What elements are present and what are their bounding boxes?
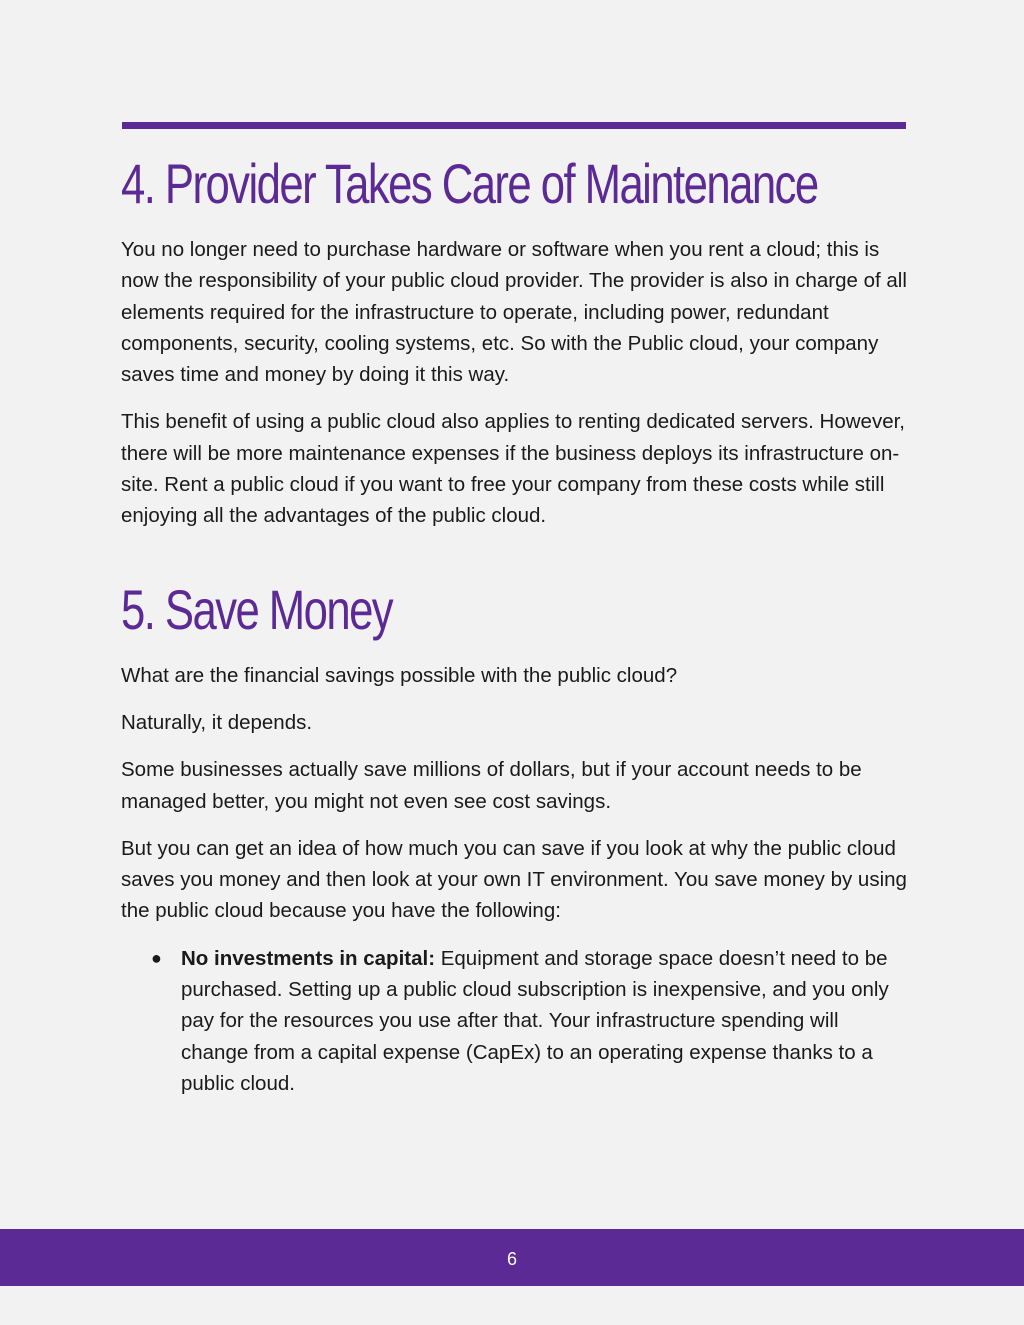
- bullet-list: [121, 943, 911, 1099]
- page-content: [121, 148, 911, 1099]
- paragraph: What are the financial savings possible with the public cloud?: [121, 663, 678, 687]
- top-divider-rule: [122, 122, 906, 129]
- page-number: 6: [506, 1249, 517, 1269]
- section-save-money: [121, 574, 911, 1100]
- paragraph: But you can get an idea of how much you can save if you look at why the public cloud saves you money and then look at your own IT environment. You save money by using the public cloud because you have the following:: [121, 836, 907, 923]
- bullet-lead-term: No investments in capital:: [181, 946, 436, 970]
- section-heading-maintenance: 4. Provider Takes Care of Maintenance: [121, 152, 818, 215]
- section-heading-save-money: 5. Save Money: [121, 577, 393, 641]
- bullet-icon: ●: [151, 947, 162, 968]
- paragraph: Naturally, it depends.: [121, 710, 313, 734]
- paragraph: You no longer need to purchase hardware or software when you rent a cloud; this is now the responsibility of your public cloud provider. The provider is also in charge of all elements required for the infrastructure to operate, including power, redundant components, security, cooling systems, etc. So with the Public cloud, your company saves time and money by doing it this way.: [121, 238, 907, 387]
- paragraph: This benefit of using a public cloud also applies to renting dedicated servers. However, there will be more maintenance expenses if the business deploys its infrastructure on-site. Rent a public cloud if you want to free your company from these costs while still enjoying all the advantages of the public cloud.: [121, 410, 906, 528]
- bullet-text: Equipment and storage space doesn’t need to be purchased. Setting up a public cloud subscription is inexpensive, and you only pay for the resources you use after that. Your infrastructure spending will change from a capital expense (CapEx) to an operating expense thanks to a public cloud.: [181, 946, 889, 1095]
- list-item: [121, 943, 911, 1099]
- paragraph: Some businesses actually save millions of dollars, but if your account needs to be managed better, you might not even see cost savings.: [121, 758, 862, 813]
- section-maintenance: [121, 148, 911, 532]
